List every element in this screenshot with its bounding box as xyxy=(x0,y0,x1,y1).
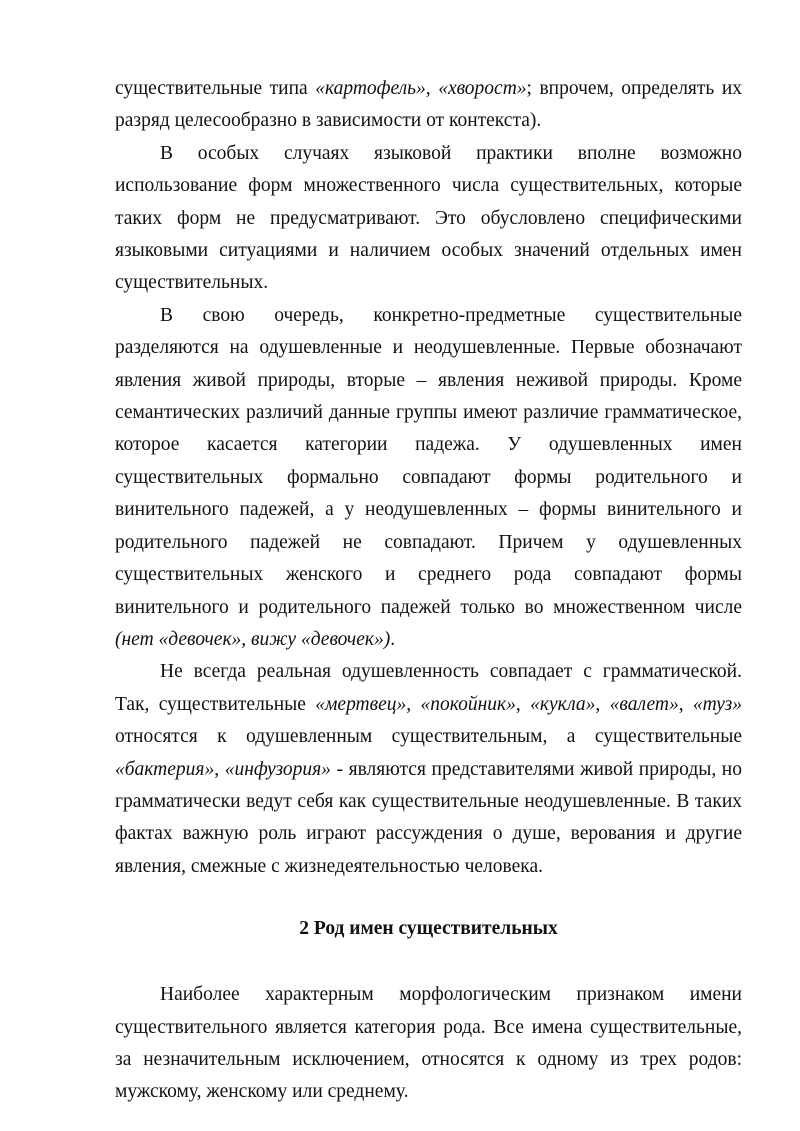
text-run: , xyxy=(425,78,439,99)
italic-term: «картофель» xyxy=(315,78,426,99)
italic-term: «покойник» xyxy=(420,693,516,715)
italic-term: (нет «девочек», вижу «девочек») xyxy=(115,628,391,650)
body-text-before-heading xyxy=(115,73,742,883)
text-run: В свою очередь, конкретно-предметные существительные разделяются на одушевленные и неодушевленные. Первые обозначают явления живой природы, вторые – явления неживой природы. Кроме семантических различий данные группы имеют различие грамматическое, которое касается категории падежа. У одушевленных имен существительных формально совпадают формы родительного и винительного падежей, а у неодушевленных – формы винительного и родительного падежей не совпадают. Причем у одушевленных существительных женского и среднего рода совпадают формы винительного и родительного падежей только во множественном числе xyxy=(115,304,742,618)
paragraph xyxy=(115,300,742,656)
paragraph xyxy=(115,138,742,300)
italic-term: «мертвец» xyxy=(315,693,407,715)
text-run: , xyxy=(515,693,531,715)
text-run: , xyxy=(406,693,421,715)
paragraph xyxy=(115,979,742,1109)
text-run: В особых случаях языковой практики вполне возможно использование форм множественного числа существительных, которые таких форм не предусматривают. Это обусловлено специфическими языковыми ситуациями и наличием особых значений отдельных имен существительных. xyxy=(115,142,742,294)
italic-term: «инфузория» xyxy=(224,758,331,780)
body-text-after-heading xyxy=(115,979,742,1109)
text-run: Наиболее характерным морфологическим признаком имени существительного является категория рода. Все имена существительные, за незначительным исключением, относятся к одному из трех родов: мужскому, женскому или среднему. xyxy=(115,984,742,1103)
text-run: - являются представителями живой природы, но грамматически ведут себя как существительные неодушевленные. В таких фактах важную роль играют рассуждения о душе, верования и другие явления, смежные с жизнедеятельностью человека. xyxy=(115,758,742,877)
text-run: Не всегда реальная одушевленность совпадает с грамматической. Так, существительные xyxy=(115,661,742,715)
italic-term: «кукла» xyxy=(530,693,596,715)
text-run: , xyxy=(678,693,693,715)
text-run: , xyxy=(595,693,610,715)
text-run: существительные типа xyxy=(115,78,316,99)
text-run: ; впрочем, определять их разряд целесообразно в зависимости от контекста). xyxy=(115,78,743,132)
paragraph xyxy=(115,73,742,138)
italic-term: «бактерия» xyxy=(115,758,215,780)
section-heading: 2 Род имен существительных xyxy=(299,918,558,940)
paragraph xyxy=(115,656,742,883)
italic-term: «валет» xyxy=(609,693,679,715)
text-run: . xyxy=(390,628,396,650)
text-run: , xyxy=(214,758,225,780)
text-run: относятся к одушевленным существительным, а существительные xyxy=(115,726,742,748)
italic-term: «туз» xyxy=(692,693,743,715)
italic-term: «хворост» xyxy=(438,78,527,99)
